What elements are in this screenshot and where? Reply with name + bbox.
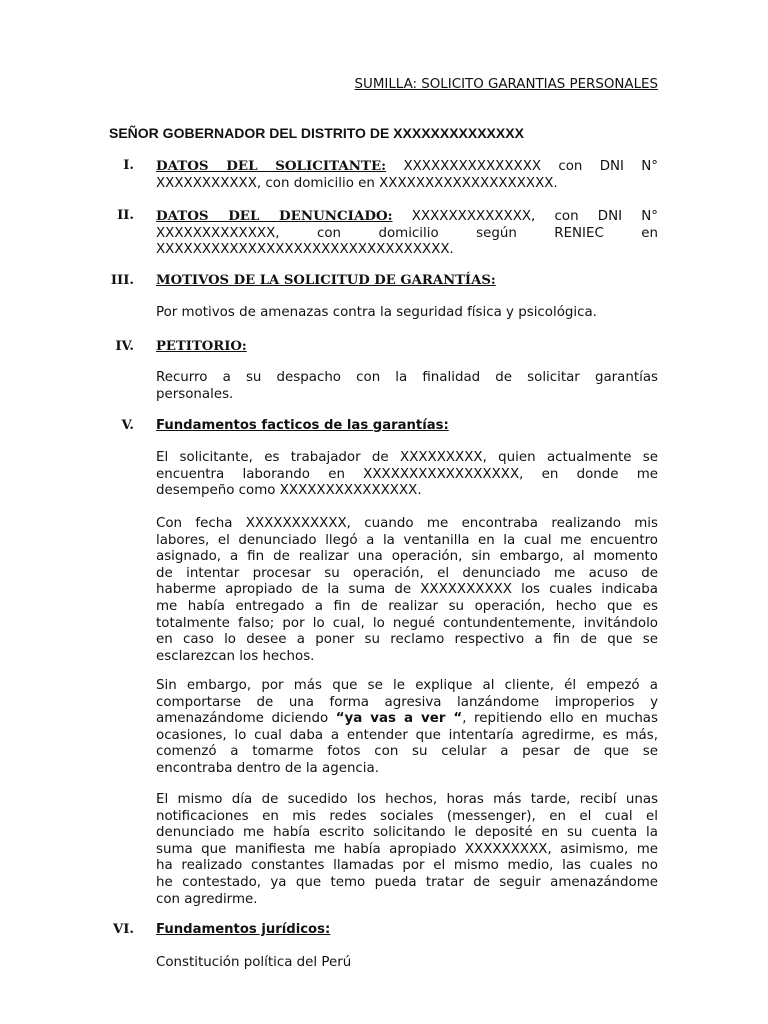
section-number: II.	[117, 208, 134, 223]
section-iv-body: Recurro a su despacho con la finalidad de solicitar garantías personales.	[156, 370, 658, 402]
section-heading: Fundamentos jurídicos:	[156, 922, 331, 937]
section-number: I.	[123, 158, 134, 173]
section-i-body: DATOS DEL SOLICITANTE: XXXXXXXXXXXXXXX con DNI N° XXXXXXXXXXX, con domicilio en XXXXXXXXXXXXXXXXXXX.	[156, 158, 658, 191]
section-v-paragraph-3: Sin embargo, por más que se le explique al cliente, él empezó a comportarse de una forma agresiva lanzándome improperios y amenazándome diciendo “ya vas a ver “, repitiendo ello en muchas ocasiones, lo cual daba a entender que intentaría agredirme, es más, comenzó a tomarme fotos con su celular a pesar de que se encontraba dentro de la agencia.	[156, 678, 658, 776]
section-heading: PETITORIO:	[156, 339, 247, 354]
section-heading: MOTIVOS DE LA SOLICITUD DE GARANTÍAS:	[156, 273, 496, 288]
quoted-threat: “ya vas a ver “	[335, 711, 463, 727]
section-ii-body: DATOS DEL DENUNCIADO: XXXXXXXXXXXXX, con DNI N° XXXXXXXXXXXXX, con domicilio según RENIEC en XXXXXXXXXXXXXXXXXXXXXXXXXXXXXXXX.	[156, 208, 658, 258]
section-iii-body: Por motivos de amenazas contra la seguridad física y psicológica.	[156, 305, 597, 320]
sumilla-title: SUMILLA: SOLICITO GARANTIAS PERSONALES	[354, 77, 658, 92]
section-number: VI.	[113, 922, 134, 937]
section-v-paragraph-2: Con fecha XXXXXXXXXXX, cuando me encontraba realizando mis labores, el denunciado llegó a la ventanilla en la cual me encuentro asignado, a fin de realizar una operación, sin embargo, al momento de intentar procesar su operación, el denunciado me acuso de haberme apropiado de la suma de XXXXXXXXXX los cuales indicaba me había entregado a fin de realizar su operación, hecho que es totalmente falso; por lo cual, lo negué contundentemente, invitándolo en caso lo desee a poner su reclamo respectivo a fin de que se esclarezcan los hechos.	[156, 516, 658, 664]
section-v-paragraph-4: El mismo día de sucedido los hechos, horas más tarde, recibí unas notificaciones en mis redes sociales (messenger), en el cual el denunciado me había escrito solicitando le deposité en su cuenta la suma que manifiesta me había apropiado XXXXXXXXX, asimismo, me ha realizado constantes llamadas por el mismo medio, las cuales no he contestado, ya que temo pueda tratar de seguir amenazándome con agredirme.	[156, 792, 658, 907]
section-number: V.	[121, 418, 134, 433]
section-heading: DATOS DEL DENUNCIADO:	[156, 208, 393, 224]
addressee-line: SEÑOR GOBERNADOR DEL DISTRITO DE XXXXXXXXXXXXXX	[109, 125, 524, 141]
section-heading: Fundamentos facticos de las garantías:	[156, 418, 449, 433]
section-heading: DATOS DEL SOLICITANTE:	[156, 158, 387, 174]
section-vi-body: Constitución política del Perú	[156, 955, 352, 970]
section-number: III.	[110, 273, 134, 288]
section-number: IV.	[115, 339, 134, 354]
section-v-paragraph-1: El solicitante, es trabajador de XXXXXXXXX, quien actualmente se encuentra laborando en XXXXXXXXXXXXXXXXX, en donde me desempeño como XXXXXXXXXXXXXXX.	[156, 450, 658, 499]
